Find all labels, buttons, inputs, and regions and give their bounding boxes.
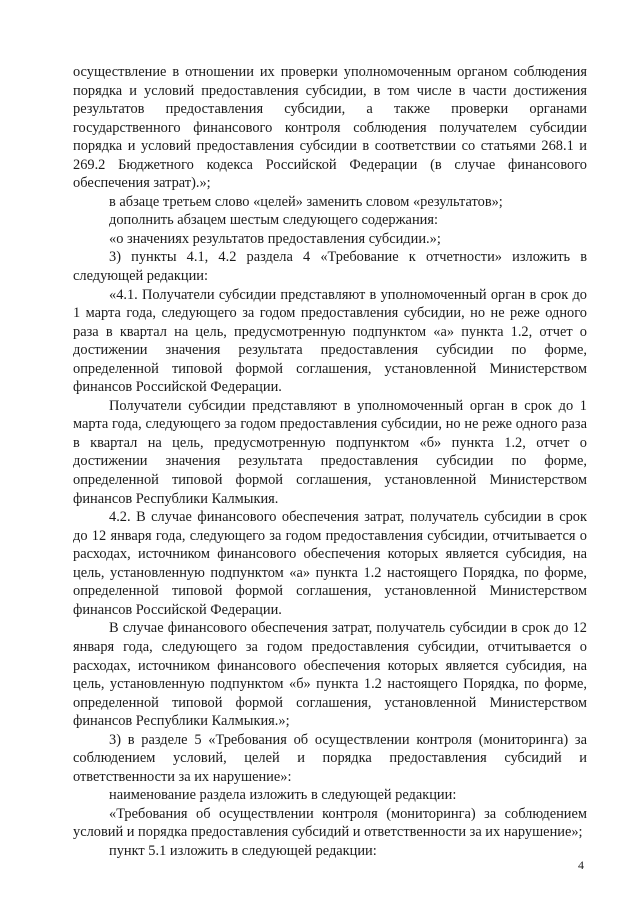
paragraph-results-values: «о значениях результатов предоставления субсидии.»;: [109, 230, 441, 247]
paragraph-clause-4-2-kalmykia: В случае финансового обеспечения затрат, получатель субсидии в срок до 12 января года, следующего за годом предоставления субсидии, отчитывается о расходах, источником финансового обеспечения которых является субсидия, на цель, установленную подпунктом «б» пункта 1.2 настоящего Порядка, по форме, определенной типовой формой соглашения, установленной Министерством финансов Республики Калмыкия.»;: [73, 620, 587, 730]
paragraph-continuation: осуществление в отношении их проверки уполномоченным органом соблюдения порядка и условий предоставления субсидии, в том числе в части достижения результатов предоставления субсидии, а также проверки органами государственного финансового контроля соблюдения получателем субсидии порядка и условий предоставления субсидии в соответствии со статьями 268.1 и 269.2 Бюджетного кодекса Российской Федерации (в случае финансового обеспечения затрат).»;: [73, 64, 587, 192]
paragraph-amendment-third-abzac: в абзаце третьем слово «целей» заменить словом «результатов»;: [109, 193, 503, 210]
paragraph-add-sixth-abzac: дополнить абзацем шестым следующего содержания:: [109, 212, 438, 229]
paragraph-item-3-reporting: 3) пункты 4.1, 4.2 раздела 4 «Требование к отчетности» изложить в следующей редакции:: [73, 249, 587, 285]
paragraph-clause-4-2: 4.2. В случае финансового обеспечения затрат, получатель субсидии в срок до 12 января года, следующего за годом предоставления субсидии, отчитывается о расходах, источником финансового обеспечения которых является субсидия, на цель, установленную подпунктом «а» пункта 1.2 настоящего Порядка, по форме, определенной типовой формой соглашения, установленной Министерством финансов Российской Федерации.: [73, 509, 587, 618]
paragraph-section-name: наименование раздела изложить в следующей редакции:: [109, 787, 457, 804]
document-body: [73, 63, 587, 861]
paragraph-section-title-new: «Требования об осуществлении контроля (мониторинга) за соблюдением условий и порядка предоставления субсидий и ответственности за их нарушение»;: [73, 805, 587, 841]
paragraph-item-3-section-5: 3) в разделе 5 «Требования об осуществлении контроля (мониторинга) за соблюдением условий, целей и порядка предоставления субсидий и ответственности за их нарушение»:: [73, 731, 587, 785]
paragraph-clause-5-1: пункт 5.1 изложить в следующей редакции:: [109, 842, 377, 859]
paragraph-clause-4-1: «4.1. Получатели субсидии представляют в уполномоченный орган в срок до 1 марта года, следующего за годом предоставления субсидии, но не реже одного раза в квартал на цель, предусмотренную подпунктом «а» пункта 1.2, отчет о достижении значения результата предоставления субсидии по форме, определенной типовой формой соглашения, установленной Министерством финансов Российской Федерации.: [73, 286, 587, 396]
page-number: 4: [578, 858, 584, 872]
paragraph-clause-4-1-kalmykia: Получатели субсидии представляют в уполномоченный орган в срок до 1 марта года, следующего за годом предоставления субсидии, но не реже одного раза в квартал на цель, предусмотренную подпунктом «б» пункта 1.2, отчет о достижении значения результата предоставления субсидии по форме, определенной типовой формой соглашения, установленной Министерством финансов Республики Калмыкия.: [73, 397, 587, 507]
